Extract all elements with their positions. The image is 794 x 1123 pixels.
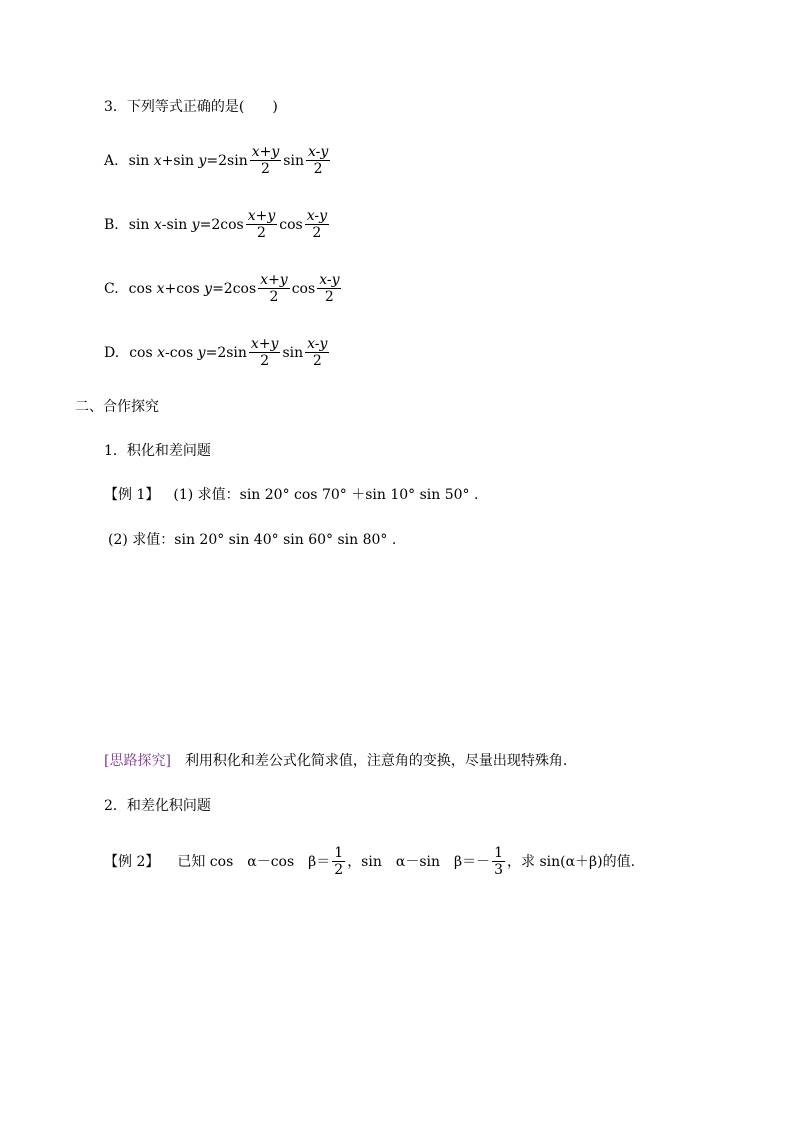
operator: -: [165, 344, 170, 361]
fraction: $\frac{x+y}{2}$: [250, 336, 279, 369]
hint-text: 利用积化和差公式化简求值，注意角的变换，尽量出现特殊角.: [184, 753, 568, 769]
function-name: sin: [173, 152, 195, 169]
fraction: $\frac{x+y}{2}$: [251, 144, 280, 177]
fraction: $\frac{x+y}{2}$: [260, 272, 288, 305]
rhs: =2cos: [199, 216, 244, 233]
option-c[interactable]: C. cos x + cos y =2cos $\frac{x+y}{2}$ cos $\frac{x-y}{2}$: [104, 272, 340, 305]
fraction: $\frac{x-y}{2}$: [319, 272, 340, 305]
section-heading: 二、合作探究: [75, 399, 159, 415]
option-d[interactable]: D. cos x - cos y =2sin $\frac{x+y}{2}$ sin $\frac{x-y}{2}$: [104, 336, 328, 369]
fraction: $\frac{x+y}{2}$: [247, 208, 276, 241]
rhs: =2sin: [205, 344, 247, 361]
operator: +: [161, 152, 174, 169]
function-name: cos: [129, 344, 153, 361]
example-2-text: ，求 sin(α＋β)的值.: [507, 853, 636, 870]
operator: +: [164, 280, 177, 297]
fraction: $\frac{1}{3}$: [494, 845, 504, 878]
fraction: $\frac{x-y}{2}$: [307, 144, 329, 177]
option-a[interactable]: A. sin x + sin y =2sin $\frac{x+y}{2}$ sin $\frac{x-y}{2}$: [104, 144, 329, 177]
example-1-part-1: (1) 求值：sin 20° cos 70° ＋sin 10° sin 50° .: [173, 487, 479, 503]
function-name: sin: [128, 216, 150, 233]
example-tag: 【例 1】: [104, 487, 160, 503]
option-label: A.: [104, 152, 119, 169]
example-1-part-2: (2) 求值：sin 20° sin 40° sin 60° sin 80° .: [108, 532, 397, 548]
fraction: $\frac{x-y}{2}$: [307, 336, 328, 369]
example-1: [104, 485, 478, 505]
option-b[interactable]: B. sin x - sin y =2cos $\frac{x+y}{2}$ cos $\frac{x-y}{2}$: [104, 208, 327, 241]
function-name: sin: [128, 152, 150, 169]
function-name: cos: [169, 344, 194, 361]
operator: -: [161, 216, 167, 233]
hint-paragraph: [104, 751, 567, 771]
example-tag: 【例 2】: [104, 853, 160, 870]
question-3-stem: 3．下列等式正确的是( ): [104, 99, 278, 115]
example-2: [104, 845, 635, 878]
hint-tag: [思路探究]: [104, 753, 171, 769]
example-2-text: 已知 cos α－cos β＝: [177, 853, 331, 870]
rhs: =2sin: [206, 152, 248, 169]
fraction: $\frac{1}{2}$: [334, 845, 344, 878]
function-name: cos: [291, 280, 316, 297]
function-name: cos: [128, 280, 153, 297]
function-name: cos: [279, 216, 303, 233]
option-label: C.: [104, 280, 119, 297]
function-name: sin: [282, 344, 304, 361]
fraction: $\frac{x-y}{2}$: [306, 208, 327, 241]
example-2-text: ，sin α－sin β＝－: [347, 853, 491, 870]
option-label: B.: [104, 216, 119, 233]
option-label: D.: [104, 344, 120, 361]
function-name: cos: [176, 280, 200, 297]
function-name: sin: [283, 152, 304, 169]
rhs: =2cos: [212, 280, 257, 297]
function-name: sin: [166, 216, 188, 233]
subsection-heading: 2．和差化积问题: [104, 798, 211, 814]
subsection-heading: 1．积化和差问题: [104, 443, 211, 459]
